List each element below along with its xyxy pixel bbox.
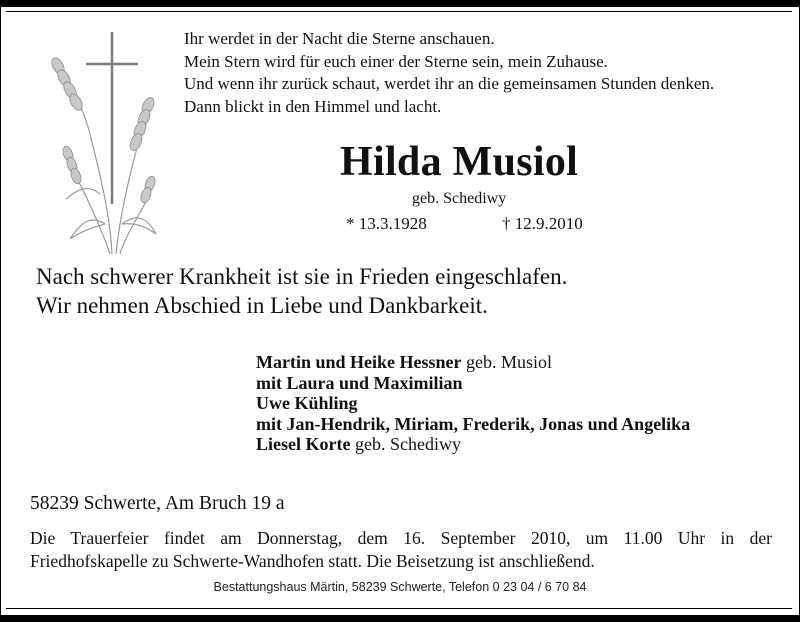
family-note: geb. Schediwy xyxy=(350,434,461,454)
intro-line: Wir nehmen Abschied in Liebe und Dankbarkeit. xyxy=(36,293,488,318)
family-line xyxy=(256,373,690,394)
poem-line: Ihr werdet in der Nacht die Sterne anschauen. xyxy=(184,29,495,48)
poem xyxy=(184,28,714,118)
family-member: mit Laura und Maximilian xyxy=(256,372,463,393)
family-member: Uwe Kühling xyxy=(256,393,358,413)
family-list xyxy=(256,352,690,455)
family-member: Martin und Heike Hessner xyxy=(256,352,462,372)
family-member: mit Jan-Hendrik, Miriam, Frederik, Jonas und Angelika xyxy=(256,413,691,434)
deceased-name: Hilda Musiol xyxy=(340,139,579,185)
family-line xyxy=(256,434,690,455)
maiden-name: geb. Schediwy xyxy=(412,190,507,207)
funeral-line: Die Trauerfeier findet am Donnerstag, dem 16. September 2010, um 11.00 Uhr in der xyxy=(30,528,772,548)
family-note: geb. Musiol xyxy=(461,352,553,372)
family-line xyxy=(256,393,690,414)
intro-line: Nach schwerer Krankheit ist sie in Frieden eingeschlafen. xyxy=(36,264,568,289)
intro-text xyxy=(36,262,567,320)
birth-date: * 13.3.1928 xyxy=(346,214,427,233)
poem-line: Und wenn ihr zurück schaut, werdet ihr an die gemeinsamen Stunden denken. xyxy=(184,74,715,93)
family-member: Liesel Korte xyxy=(256,434,351,454)
cross-with-wheat-icon xyxy=(30,24,170,264)
address: 58239 Schwerte, Am Bruch 19 a xyxy=(30,493,285,514)
poem-line: Dann blickt in den Himmel und lacht. xyxy=(184,96,442,116)
funeral-notice xyxy=(30,527,772,572)
family-line xyxy=(256,352,690,373)
funeral-line: Friedhofskapelle zu Schwerte-Wandhofen statt. Die Beisetzung ist anschließend. xyxy=(30,550,595,571)
funeral-home-footer: Bestattungshaus Märtin, 58239 Schwerte, Telefon 0 23 04 / 6 70 84 xyxy=(213,580,587,594)
poem-line: Mein Stern wird für euch einer der Sterne sein, mein Zuhause. xyxy=(184,51,608,71)
death-date: † 12.9.2010 xyxy=(502,214,583,233)
family-line xyxy=(256,414,690,435)
